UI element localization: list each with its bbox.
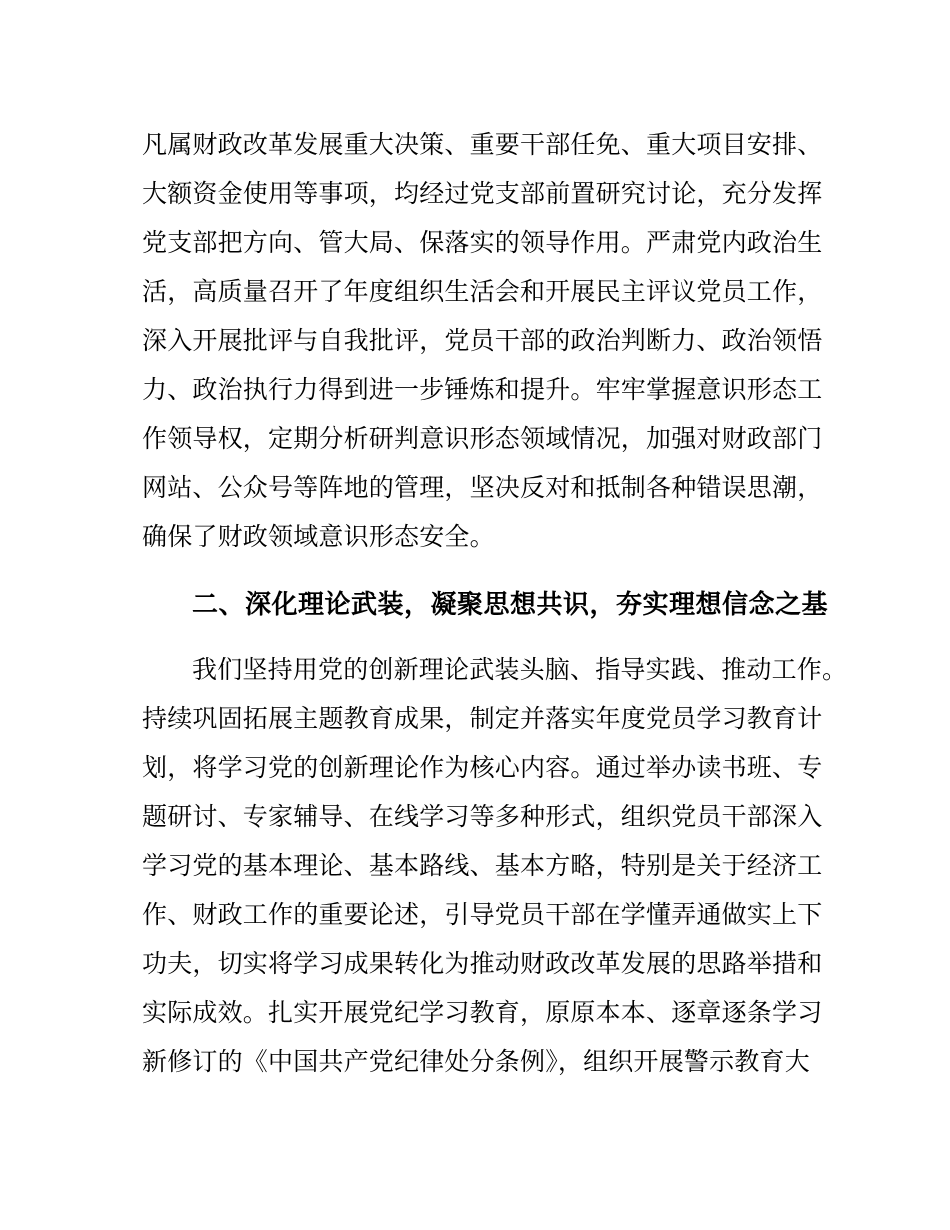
paragraph1-line: 深入开展批评与自我批评，党员干部的政治判断力、政治领悟: [142, 328, 823, 355]
paragraph1-line: 凡属财政改革发展重大决策、重要干部任免、重大项目安排、: [142, 132, 823, 159]
paragraph2-line: 学习党的基本理论、基本路线、基本方略，特别是关于经济工: [142, 853, 823, 880]
document-content: [142, 121, 848, 1087]
paragraph1-line: 力、政治执行力得到进一步锤炼和提升。牢牢掌握意识形态工: [142, 377, 823, 404]
paragraph2-line: 持续巩固拓展主题教育成果，制定并落实年度党员学习教育计: [142, 706, 823, 733]
paragraph-2: [142, 646, 848, 1087]
paragraph1-line: 大额资金使用等事项，均经过党支部前置研究讨论，充分发挥: [142, 181, 823, 208]
paragraph1-line: 作领导权，定期分析研判意识形态领域情况，加强对财政部门: [142, 426, 823, 453]
paragraph2-line: 新修订的《中国共产党纪律处分条例》，组织开展警示教育大: [142, 1049, 810, 1076]
paragraph2-line: 作、财政工作的重要论述，引导党员干部在学懂弄通做实上下: [142, 902, 823, 929]
paragraph1-line: 网站、公众号等阵地的管理，坚决反对和抵制各种错误思潮，: [142, 475, 823, 502]
paragraph1-line: 活，高质量召开了年度组织生活会和开展民主评议党员工作，: [142, 279, 823, 306]
paragraph1-line: 党支部把方向、管大局、保落实的领导作用。严肃党内政治生: [142, 230, 823, 257]
paragraph2-line: 我们坚持用党的创新理论武装头脑、指导实践、推动工作。: [192, 657, 848, 684]
paragraph1-line: 确保了财政领域意识形态安全。: [142, 524, 495, 551]
paragraph2-line: 实际成效。扎实开展党纪学习教育，原原本本、逐章逐条学习: [142, 1000, 823, 1027]
paragraph2-line: 划，将学习党的创新理论作为核心内容。通过举办读书班、专: [142, 755, 823, 782]
section-heading: 二、深化理论武装，凝聚思想共识，夯实理想信念之基: [192, 589, 829, 619]
paragraph2-line: 功夫，切实将学习成果转化为推动财政改革发展的思路举措和: [142, 951, 823, 978]
paragraph-1: [142, 121, 823, 562]
paragraph2-line: 题研讨、专家辅导、在线学习等多种形式，组织党员干部深入: [142, 804, 823, 831]
